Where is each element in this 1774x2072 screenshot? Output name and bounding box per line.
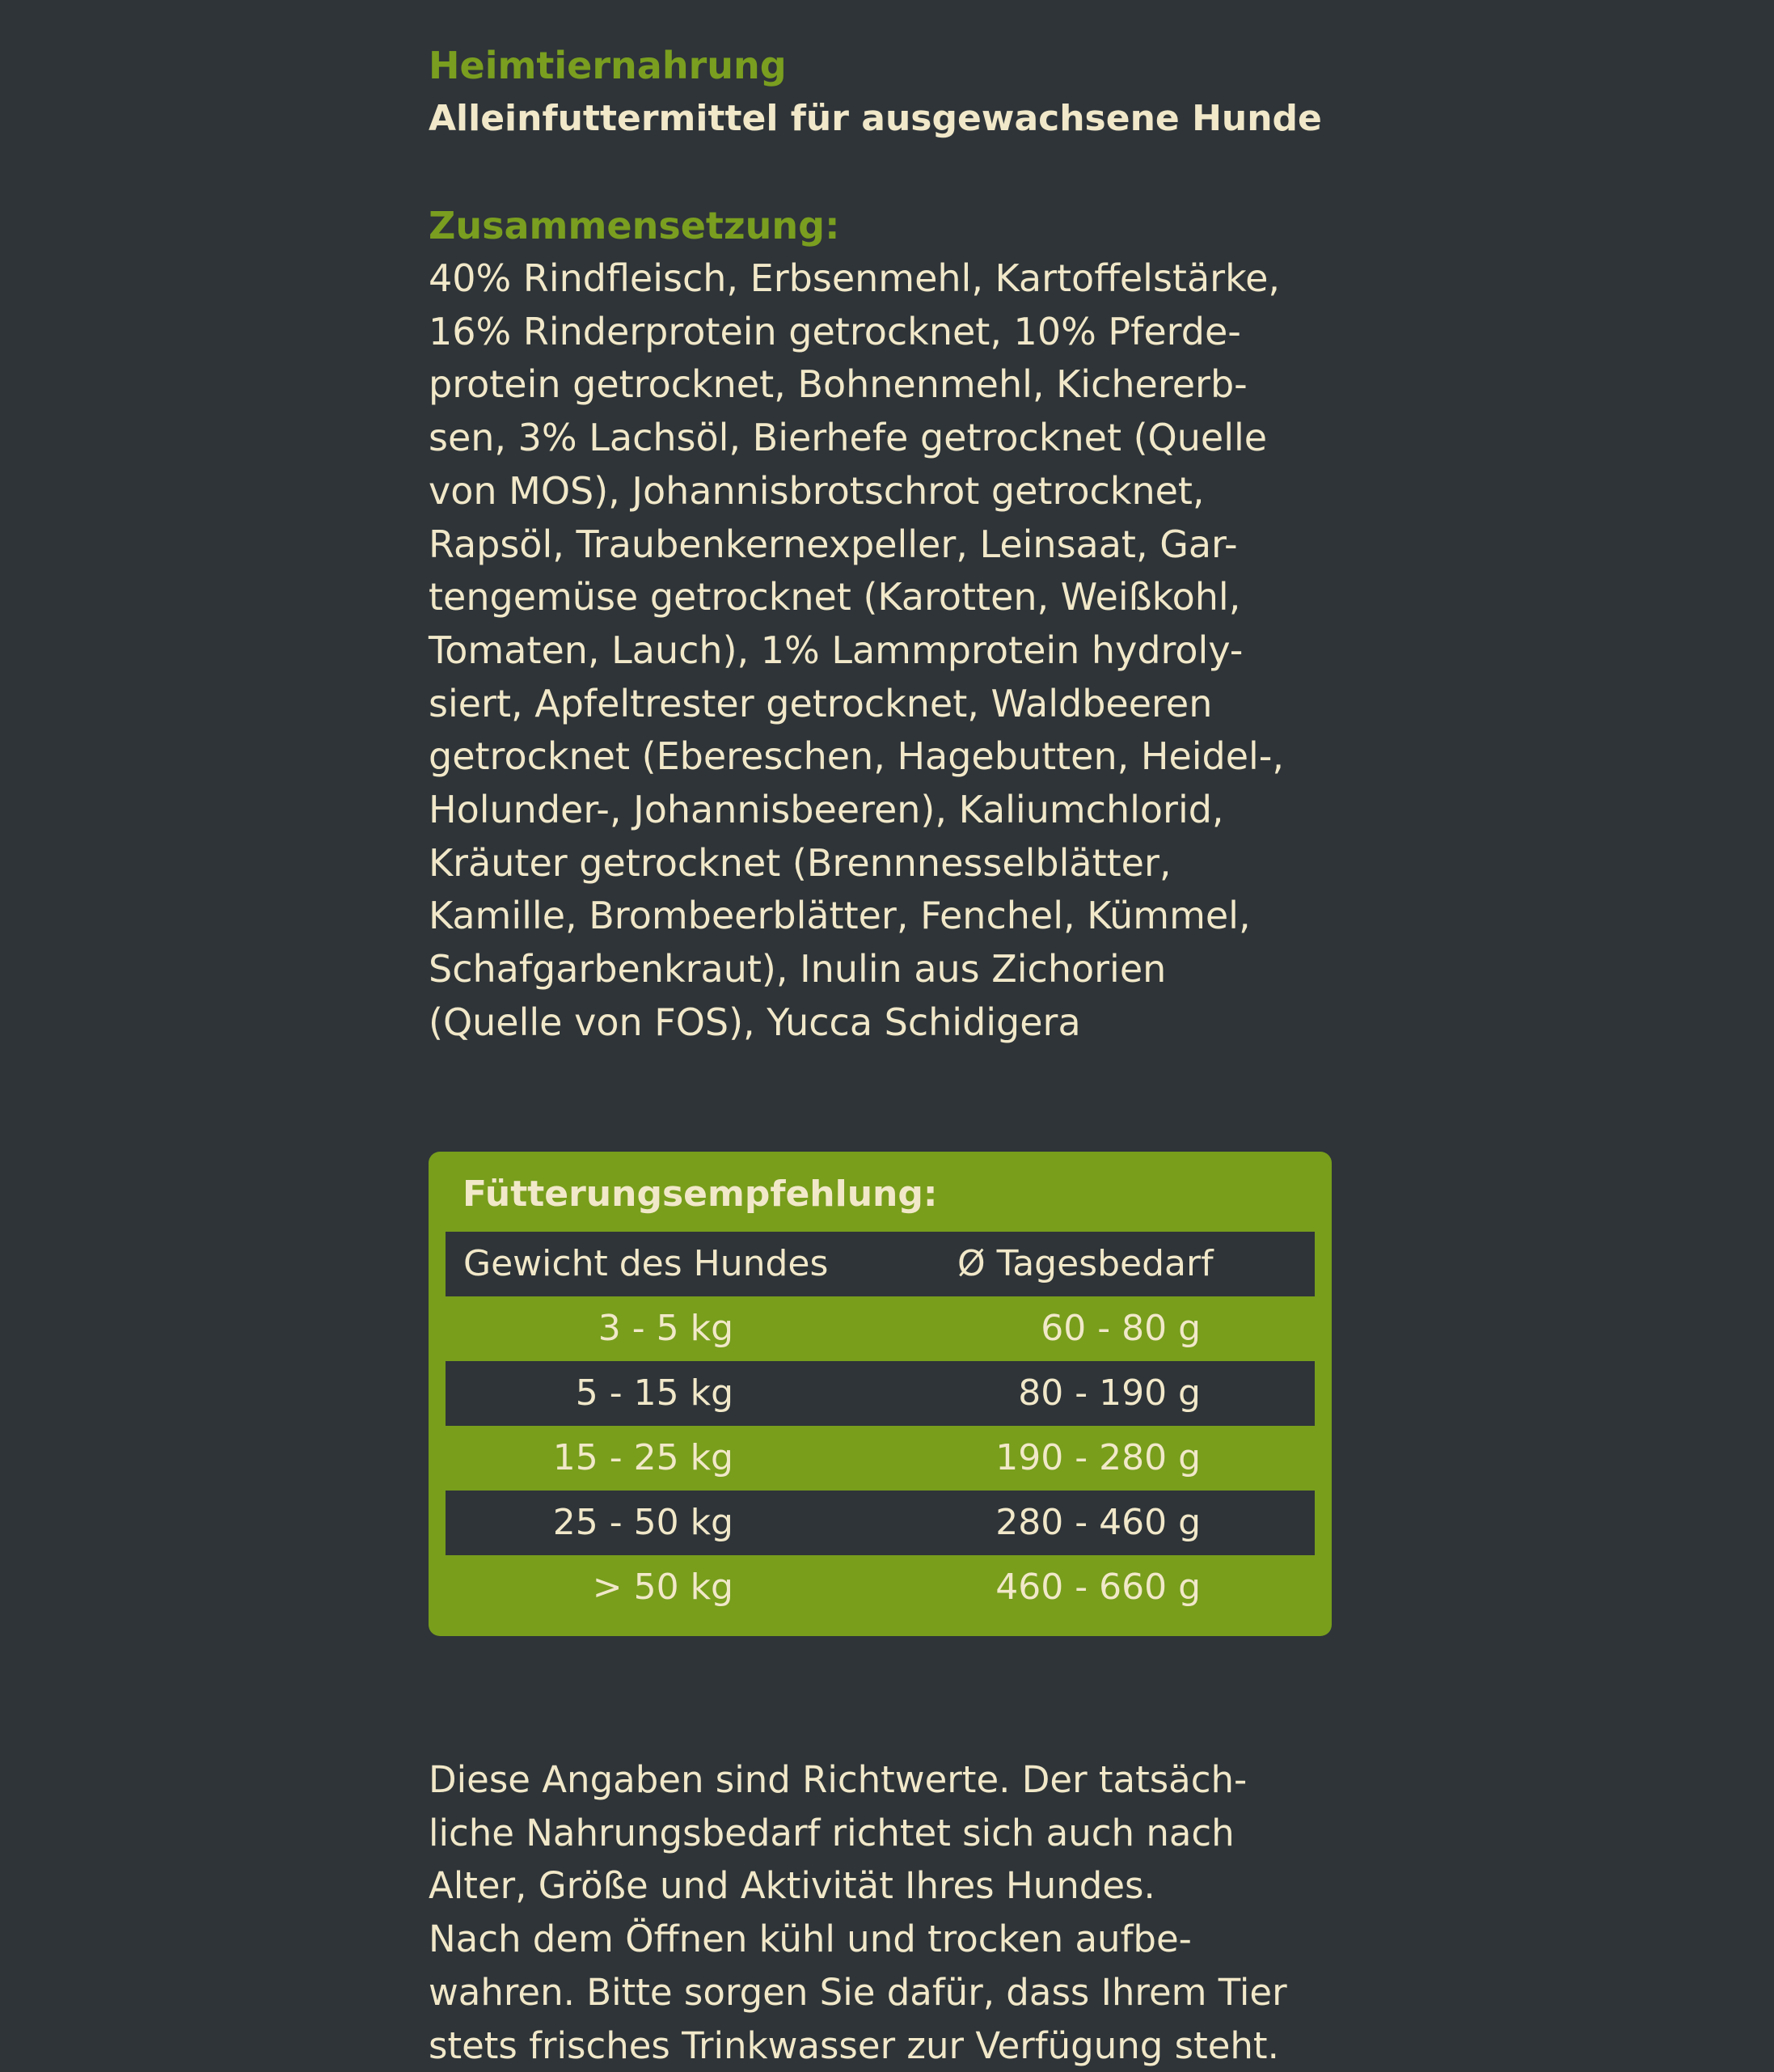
weight-cell: 25 - 50 kg [552,1502,733,1543]
composition-line: tengemüse getrocknet (Karotten, Weißkohl, [429,575,1241,619]
note-line: Alter, Größe und Aktivität Ihres Hundes. [429,1864,1155,1908]
composition-line: protein getrocknet, Bohnenmehl, Kichererb- [429,362,1248,407]
storage-note [429,1753,1287,2072]
note-line: stets frisches Trinkwasser zur Verfügung steht. [429,2023,1279,2067]
weight-cell: 3 - 5 kg [598,1308,733,1349]
table-row [446,1555,1315,1620]
daily-need-cell: 280 - 460 g [995,1502,1201,1543]
composition-line: Tomaten, Lauch), 1% Lammprotein hydroly- [429,628,1244,672]
composition-line: siert, Apfeltrester getrocknet, Waldbeeren [429,681,1213,725]
composition-line: 16% Rinderprotein getrocknet, 10% Pferde- [429,309,1241,353]
category-title: Heimtiernahrung [429,44,787,87]
daily-need-column-header: Ø Tagesbedarf [957,1243,1214,1284]
weight-column-header: Gewicht des Hundes [463,1243,829,1284]
feeding-table [446,1232,1315,1620]
table-row [446,1361,1315,1426]
composition-line: Kamille, Brombeerblätter, Fenchel, Kümmel, [429,894,1251,938]
table-row [446,1296,1315,1361]
composition-line: (Quelle von FOS), Yucca Schidigera [429,1000,1081,1044]
product-type-title: Alleinfuttermittel für ausgewachsene Hunde [429,98,1322,139]
weight-cell: 5 - 15 kg [575,1372,733,1414]
table-row [446,1426,1315,1491]
daily-need-cell: 80 - 190 g [1018,1372,1201,1414]
composition-line: getrocknet (Ebereschen, Hagebutten, Heidel-, [429,734,1285,779]
composition-line: Holunder-, Johannisbeeren), Kaliumchlorid, [429,788,1224,832]
weight-cell: > 50 kg [592,1567,733,1608]
feeding-title: Fütterungsempfehlung: [463,1173,938,1215]
note-line: Diese Angaben sind Richtwerte. Der tatsäch- [429,1758,1248,1801]
composition-text [429,252,1342,1050]
table-row [446,1491,1315,1555]
composition-line: 40% Rindfleisch, Erbsenmehl, Kartoffelstärke, [429,256,1280,300]
daily-need-cell: 190 - 280 g [995,1437,1201,1478]
feeding-recommendation-box [429,1152,1332,1636]
daily-need-cell: 60 - 80 g [1041,1308,1201,1349]
weight-cell: 15 - 25 kg [552,1437,733,1478]
composition-line: von MOS), Johannisbrotschrot getrocknet, [429,468,1205,513]
composition-line: Schafgarbenkraut), Inulin aus Zichorien [429,947,1167,992]
composition-line: Kräuter getrocknet (Brennnesselblätter, [429,840,1172,885]
note-line: Nach dem Öffnen kühl und trocken aufbe- [429,1918,1192,1961]
composition-line: sen, 3% Lachsöl, Bierhefe getrocknet (Quelle [429,416,1268,460]
feeding-table-header [446,1232,1315,1296]
note-line: liche Nahrungsbedarf richtet sich auch nach [429,1811,1235,1854]
composition-line: Rapsöl, Traubenkernexpeller, Leinsaat, Gar- [429,522,1238,566]
label-content [429,39,1342,2067]
composition-title: Zusammensetzung: [429,204,840,247]
daily-need-cell: 460 - 660 g [995,1567,1201,1608]
note-line: wahren. Bitte sorgen Sie dafür, dass Ihrem Tier [429,1970,1287,2014]
